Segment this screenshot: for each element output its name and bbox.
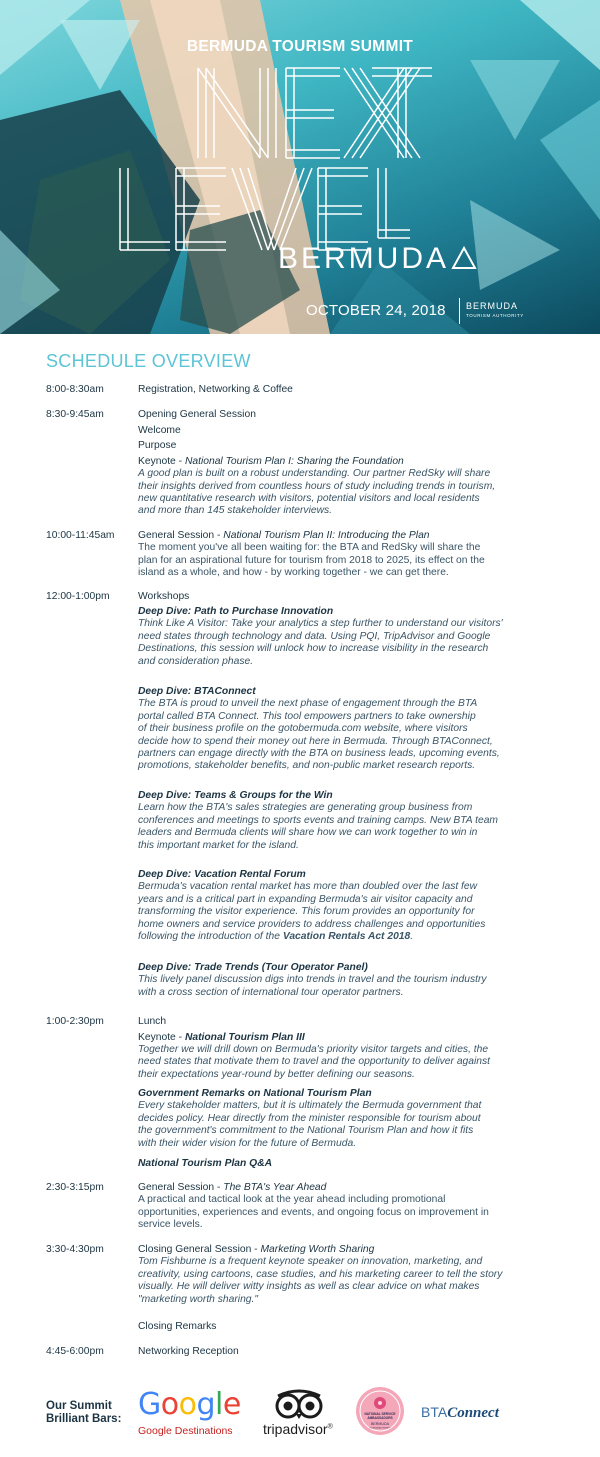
session-description: Tom Fishburne is a frequent keynote speaker on innovation, marketing, and [138,1256,483,1268]
btaconnect-connect: Connect [447,1405,499,1421]
google-destinations-label: Google Destinations [138,1425,233,1437]
schedule-time: 1:00-2:30pm [46,1016,104,1027]
schedule-time: 12:00-1:00pm [46,591,110,602]
workshop-description: this important market for the island. [138,839,299,851]
workshop-description: This lively panel discussion digs into trends in travel and the tourism industry [138,974,487,986]
session-purpose: Purpose [138,440,177,452]
workshop-description: decide how to spend their money out here in Bermuda. Through BTAConnect, [138,735,493,747]
btaconnect-logo [421,1404,499,1422]
session-title: Networking Reception [138,1346,239,1357]
workshop-description: with a cross section of international tour operator partners. [138,986,404,998]
schedule-time: 2:30-3:15pm [46,1182,104,1193]
sponsor-label-line2: Brilliant Bars: [46,1413,122,1425]
workshop-description: years and is a critical part in expanding Bermuda's air visitor capacity and [138,893,473,905]
session-label: General Session - [138,530,224,541]
session-title-line [138,530,558,542]
session-description: "marketing worth sharing." [138,1293,259,1305]
google-logo [138,1387,241,1422]
workshop-title: Deep Dive: Path to Purchase Innovation [138,606,334,617]
google-letter: e [222,1387,241,1422]
session-label: Closing General Session - [138,1244,261,1255]
workshop-detail [138,686,558,773]
workshop-description: Bermuda's vacation rental market has more than doubled over the last few [138,881,478,893]
schedule-detail [138,591,558,603]
schedule-time: 3:30-4:30pm [46,1244,104,1255]
session-description: creativity, using cartoons, case studies, and his marketing career to tell the story [138,1268,503,1280]
keynote-description: need states that motivate them to travel and the opportunity to deliver against [138,1056,491,1068]
google-letter: l [215,1387,223,1422]
schedule-detail [138,409,558,518]
workshop-description: leaders and Bermuda clients will share how we can work together to win in [138,827,478,839]
session-description: and more than 145 stakeholder interviews. [138,505,333,517]
session-title-line [138,1244,558,1256]
session-title-line [138,1182,558,1194]
schedule-time: 4:45-6:00pm [46,1346,104,1357]
government-detail [138,1088,558,1150]
sponsor-label-line1: Our Summit [46,1400,112,1412]
google-letter: o [160,1387,179,1422]
keynote-label: Keynote - [138,455,185,467]
schedule-detail [138,1244,558,1306]
session-description: new quantitative research with visitors, potential visitors and local residents [138,493,480,504]
schedule-detail [138,384,558,396]
session-description: A practical and tactical look at the year ahead including promotional [138,1194,446,1206]
session-title: Lunch [138,1016,167,1027]
keynote-description: their expectations year-round by better defining our seasons. [138,1068,415,1080]
session-title: Opening General Session [138,409,256,420]
workshop-description: portal called BTA Connect. This tool empowers partners to take ownership [138,710,476,722]
workshop-detail [138,869,558,943]
workshop-description: Learn how the BTA's sales strategies are generating group business from [138,802,473,814]
keynote-description: Together we will drill down on Bermuda's priority visitor targets and cities, the [138,1044,489,1055]
workshop-detail [138,790,558,852]
vacation-rentals-act: Vacation Rentals Act 2018 [282,931,411,943]
keynote-line [138,456,558,468]
badge-line1: NATIONAL SERVICE [364,1412,396,1416]
badge-sub: TOURISM AUTHORITY [369,1427,391,1430]
workshop-description: promotions, stakeholder benefits, and non-public market research reports. [138,760,476,772]
tripadvisor-name: tripadvisor [263,1421,328,1437]
schedule-time: 8:30-9:45am [46,409,104,420]
session-title: Registration, Networking & Coffee [138,384,293,395]
event-date: OCTOBER 24, 2018 [306,302,446,319]
workshop-description: conferences and meetings to sports events and training camps. New BTA team [138,814,498,826]
schedule-time: 8:00-8:30am [46,384,104,395]
keynote-label: Keynote - [138,1031,185,1043]
session-description: service levels. [138,1219,203,1231]
workshop-desc-prefix: following the introduction of the [138,931,283,943]
schedule-detail [138,1016,558,1081]
workshop-description: home owners and service providers to address challenges and opportunities [138,918,486,930]
workshop-description: The BTA is proud to unveil the next phase of engagement through the BTA [138,698,478,710]
workshop-description: transforming the visitor experience. This forum provides an opportunity for [138,906,475,918]
badge-brand: BERMUDA [371,1422,389,1426]
session-description: A good plan is built on a robust understanding. Our partner RedSky will share [138,468,491,480]
google-letter: g [196,1387,216,1422]
closing-detail [138,1321,558,1333]
google-letter: G [138,1387,161,1422]
hero-banner [0,0,600,334]
summit-title: BERMUDA TOURISM SUMMIT [186,38,414,55]
workshop-description: partners can engage directly with the BTA on business leads, upcoming events, [138,748,500,760]
plan-qa-detail [138,1158,558,1170]
workshop-description: Think Like A Visitor: Take your analytics a step further to understand our visitors' [138,618,503,630]
sponsor-label [46,1400,121,1426]
session-welcome: Welcome [138,424,181,436]
workshop-description-last [138,931,558,943]
closing-remarks-title: Closing Remarks [138,1321,217,1332]
workshop-detail [138,962,558,999]
keynote-line [138,1032,558,1044]
hero-brand: BERMUDA [278,242,450,275]
google-letter: o [178,1387,197,1422]
schedule-detail [138,1346,558,1358]
badge-line2: AMBASSADORS [367,1416,393,1420]
plan-qa-title: National Tourism Plan Q&A [138,1158,273,1169]
workshop-title: Deep Dive: Vacation Rental Forum [138,869,306,880]
bta-logo-name: BERMUDA [466,301,519,311]
tripadvisor-registered-mark: ® [327,1423,333,1431]
tripadvisor-logo [263,1421,333,1437]
session-description: their insights derived from countless hours of study including trends in tourism, [138,480,496,492]
session-title: Workshops [138,591,190,602]
schedule-time: 10:00-11:45am [46,530,115,541]
government-description: with their wider vision for the future of Bermuda. [138,1137,357,1149]
workshop-detail [138,606,558,668]
session-title: Marketing Worth Sharing [260,1244,375,1255]
schedule-detail [138,1182,558,1232]
session-description: island as a whole, and how - by working together - we can get there. [138,567,449,579]
keynote-title: National Tourism Plan I: Sharing the Foundation [184,455,404,467]
keynote-title: National Tourism Plan III [184,1031,305,1043]
government-description: decides policy. Hear directly from the minister responsible for tourism about [138,1112,481,1124]
session-title: The BTA's Year Ahead [223,1182,327,1193]
hero-divider [459,298,460,324]
workshop-title: Deep Dive: Trade Trends (Tour Operator Panel) [138,962,368,973]
workshop-title: Deep Dive: BTAConnect [138,686,256,697]
national-service-ambassadors-badge [355,1386,405,1436]
session-description: opportunities, experiences and events, and ongoing focus on improvement in [138,1206,489,1218]
bta-logo-sub: TOURISM AUTHORITY [466,313,524,318]
government-description: the government's commitment to the National Tourism Plan and how it fits [138,1125,474,1137]
workshop-description: need states through technology and data. Using PQI, TripAdvisor and Google [138,630,491,642]
btaconnect-bta: BTA [421,1404,448,1420]
workshop-description: of their business profile on the gotobermuda.com website, where visitors [138,723,468,735]
tripadvisor-owl-icon [274,1388,324,1420]
bta-logo [466,301,524,321]
schedule-detail [138,530,558,580]
session-label: General Session - [138,1182,224,1193]
schedule-heading: SCHEDULE OVERVIEW [46,351,251,371]
government-title: Government Remarks on National Tourism Plan [138,1088,372,1099]
workshop-desc-suffix: . [410,931,414,943]
session-description: The moment you've all been waiting for: the BTA and RedSky will share the [138,542,481,554]
session-description: plan for an aspirational future for tourism from 2018 to 2025, its effect on the [138,554,485,566]
session-description: visually. He will deliver witty insights as well as clear advice on what makes [138,1281,480,1293]
government-description: Every stakeholder matters, but it is ultimately the Bermuda government that [138,1100,482,1112]
session-title: National Tourism Plan II: Introducing the Plan [223,530,430,541]
workshop-description: Destinations, this session will unlock how to increase visibility in the research [138,643,489,655]
workshop-title: Deep Dive: Teams & Groups for the Win [138,790,333,801]
workshop-description: and consideration phase. [138,655,254,667]
